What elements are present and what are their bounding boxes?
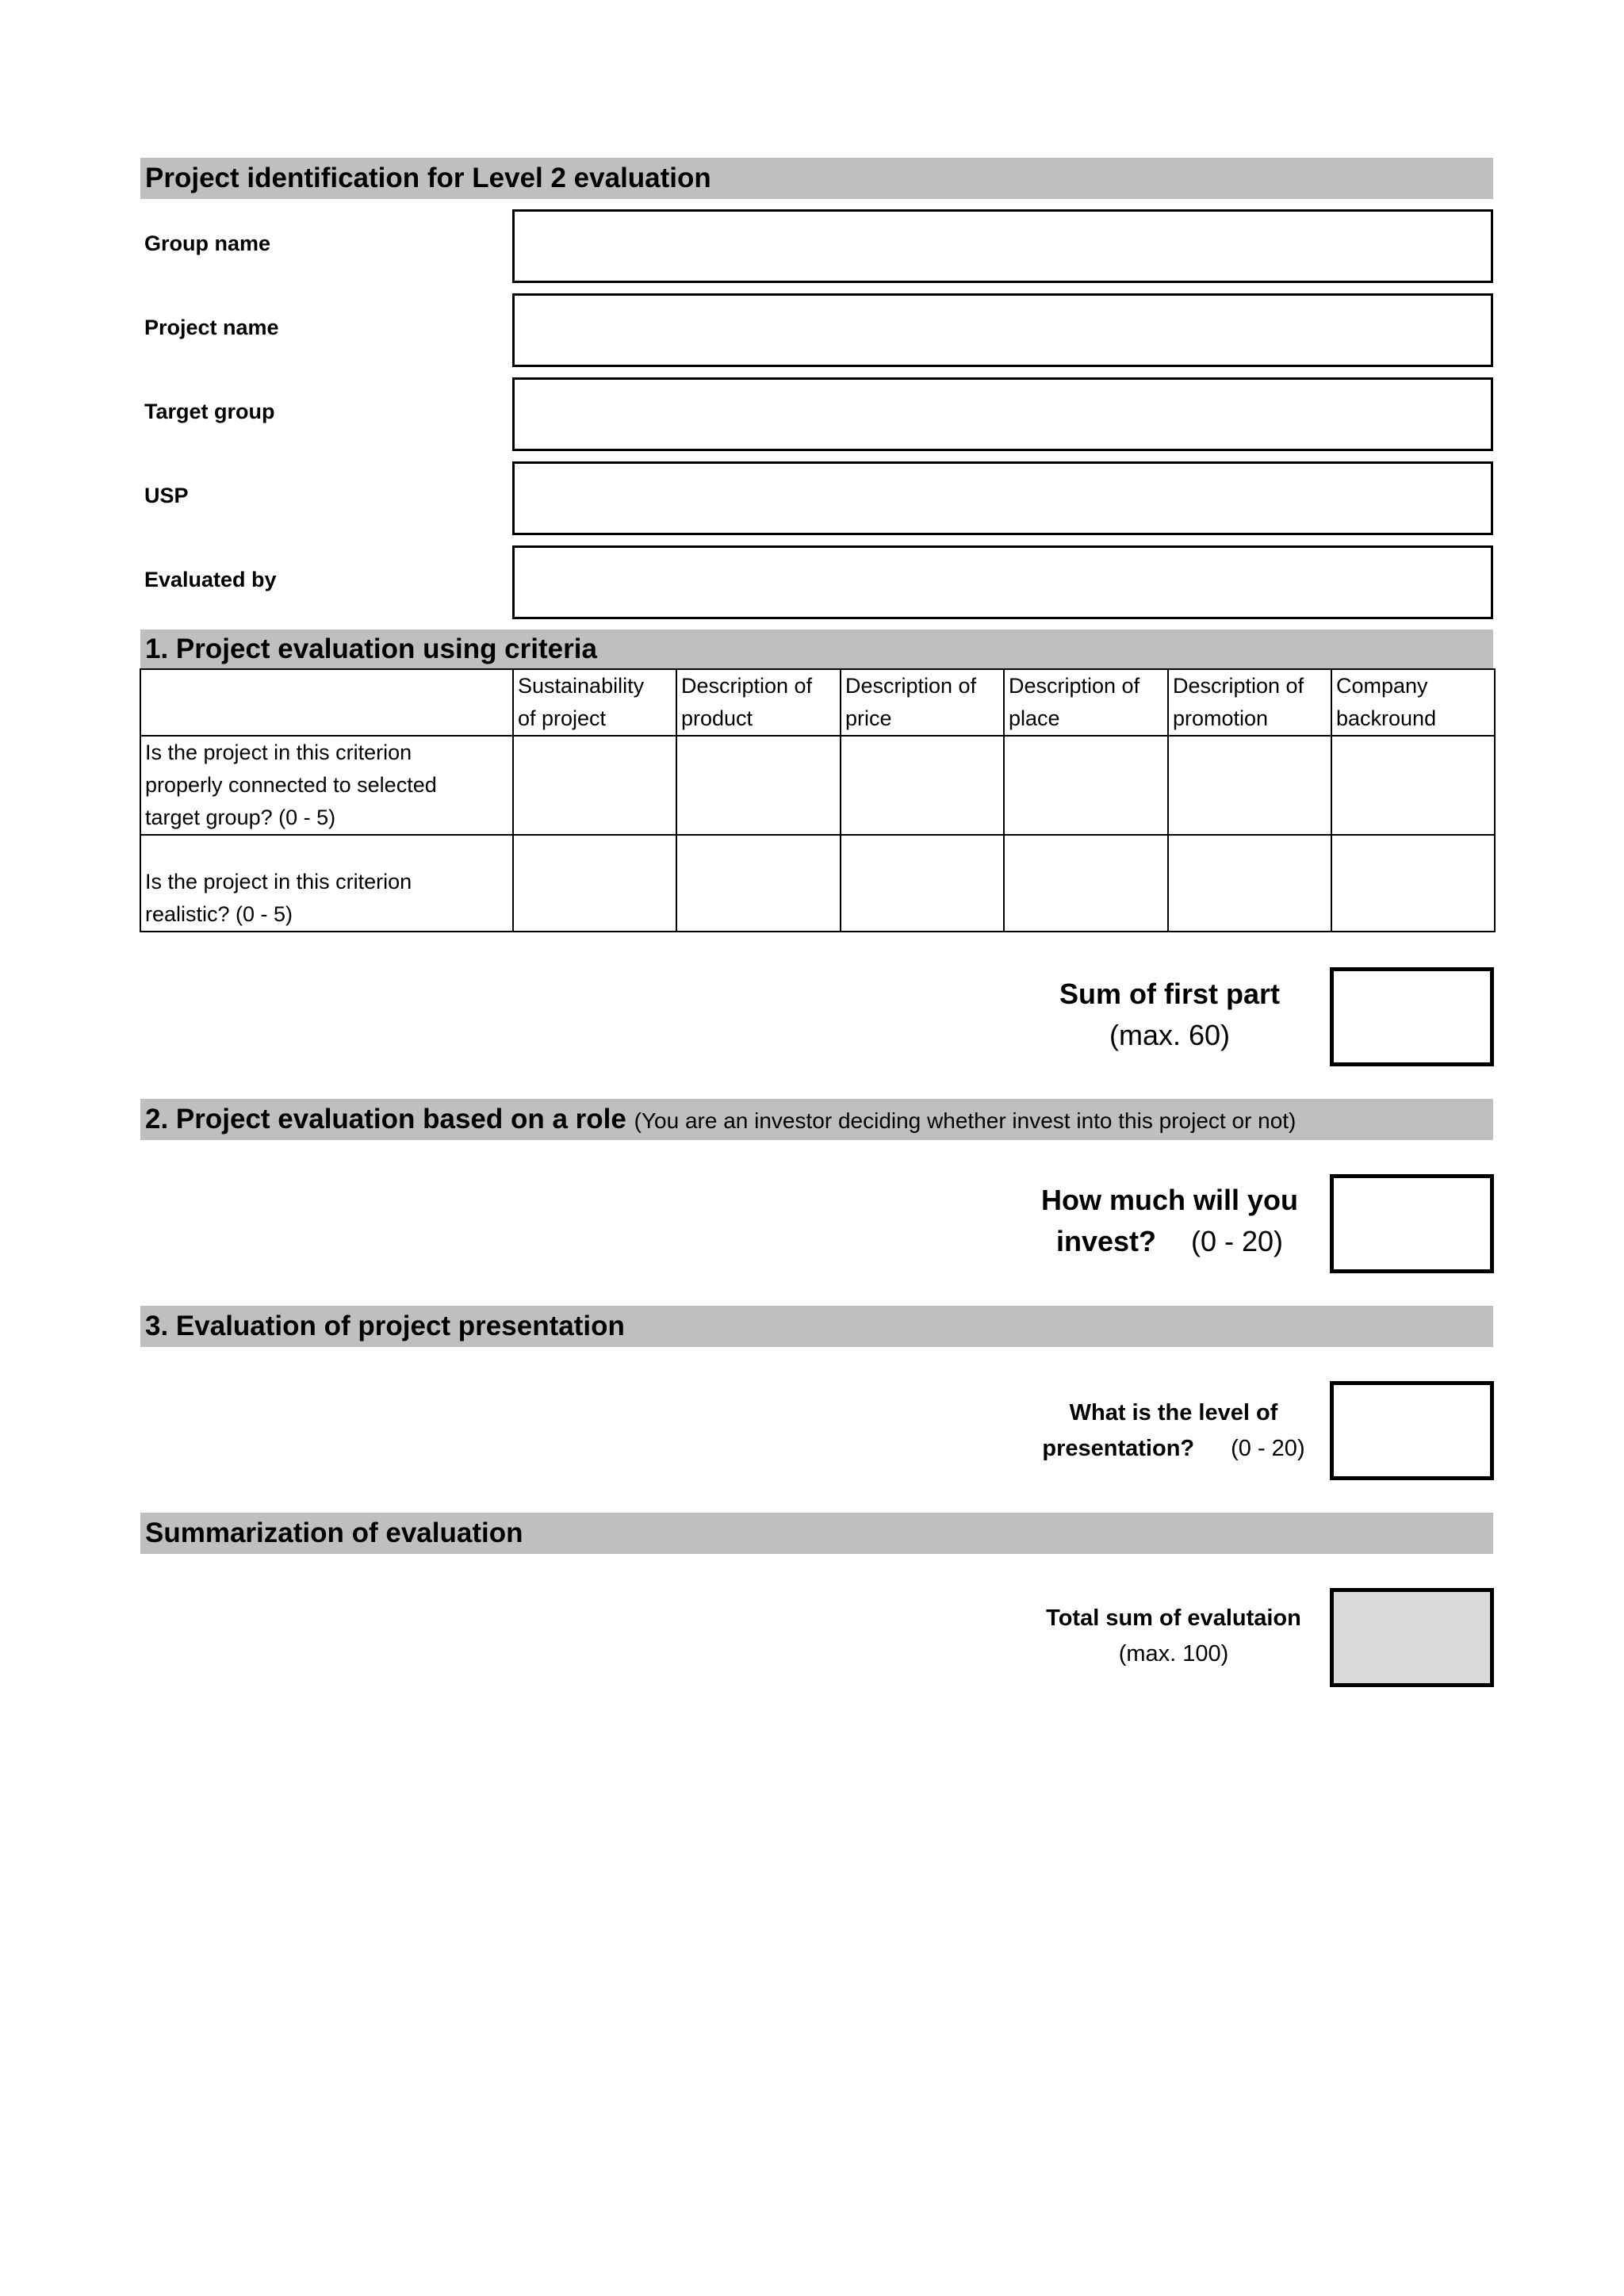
presentation-range: (0 - 20) — [1231, 1436, 1305, 1461]
presentation-question-line2: presentation? — [1042, 1436, 1195, 1461]
row-label-target-group: Is the project in this criterion properly connected to selected target group? (0 - 5) — [140, 736, 513, 835]
target-group-label: Target group — [144, 400, 275, 423]
criteria-header-row — [140, 669, 1495, 736]
invest-question-line2: invest? — [1055, 1225, 1156, 1257]
column-header-place: Description of place — [1004, 669, 1168, 736]
presentation-box[interactable] — [1330, 1381, 1494, 1480]
score-cell[interactable] — [1004, 835, 1168, 932]
score-cell[interactable] — [1168, 835, 1331, 932]
score-cell[interactable] — [513, 736, 676, 835]
score-cell[interactable] — [676, 736, 841, 835]
sum-first-part-box[interactable] — [1330, 967, 1494, 1066]
total-max: (max. 100) — [1118, 1641, 1229, 1667]
criteria-row-target-group — [140, 736, 1495, 835]
score-cell[interactable] — [1168, 736, 1331, 835]
sum-first-part-max: (max. 60) — [1109, 1019, 1231, 1051]
score-cell[interactable] — [676, 835, 841, 932]
invest-question — [1031, 1180, 1308, 1262]
invest-box[interactable] — [1330, 1174, 1494, 1273]
score-cell[interactable] — [1004, 736, 1168, 835]
column-header-sustainability: Sustainability of project — [513, 669, 676, 736]
section2-title: 2. Project evaluation based on a role (You are an investor deciding whether invest into this project or not) — [140, 1099, 1493, 1140]
criteria-row-realistic — [140, 835, 1495, 932]
total-label — [1023, 1601, 1324, 1672]
score-cell[interactable] — [513, 835, 676, 932]
sum-first-part-label — [1031, 974, 1308, 1056]
score-cell[interactable] — [1331, 736, 1495, 835]
presentation-question — [1023, 1395, 1324, 1467]
invest-question-line1: How much will you — [1040, 1184, 1299, 1216]
group-name-label: Group name — [144, 232, 271, 255]
group-name-field[interactable] — [512, 209, 1493, 283]
target-group-field[interactable] — [512, 377, 1493, 451]
evaluated-by-label: Evaluated by — [144, 568, 277, 591]
project-name-field[interactable] — [512, 293, 1493, 367]
section2-note: (You are an investor deciding whether invest into this project or not) — [634, 1108, 1297, 1133]
column-header-price: Description of price — [841, 669, 1004, 736]
usp-field[interactable] — [512, 461, 1493, 535]
project-name-label: Project name — [144, 316, 279, 339]
column-header-promotion: Description of promotion — [1168, 669, 1331, 736]
total-box[interactable] — [1330, 1588, 1494, 1687]
criteria-corner-cell — [140, 669, 513, 736]
identification-title: Project identification for Level 2 evaluation — [140, 158, 1493, 199]
score-cell[interactable] — [841, 835, 1004, 932]
total-title: Total sum of evalutaion — [1046, 1605, 1301, 1631]
summary-title: Summarization of evaluation — [140, 1513, 1493, 1554]
criteria-table — [140, 668, 1496, 932]
score-cell[interactable] — [1331, 835, 1495, 932]
sum-first-part-title: Sum of first part — [1059, 978, 1280, 1010]
column-header-product: Description of product — [676, 669, 841, 736]
usp-label: USP — [144, 484, 189, 507]
column-header-company: Company backround — [1331, 669, 1495, 736]
row-label-realistic: Is the project in this criterion realistic? (0 - 5) — [140, 835, 513, 932]
score-cell[interactable] — [841, 736, 1004, 835]
section3-title: 3. Evaluation of project presentation — [140, 1306, 1493, 1347]
invest-range: (0 - 20) — [1191, 1225, 1284, 1257]
section1-title: 1. Project evaluation using criteria — [140, 629, 1493, 668]
evaluated-by-field[interactable] — [512, 545, 1493, 619]
presentation-question-line1: What is the level of — [1069, 1400, 1278, 1425]
